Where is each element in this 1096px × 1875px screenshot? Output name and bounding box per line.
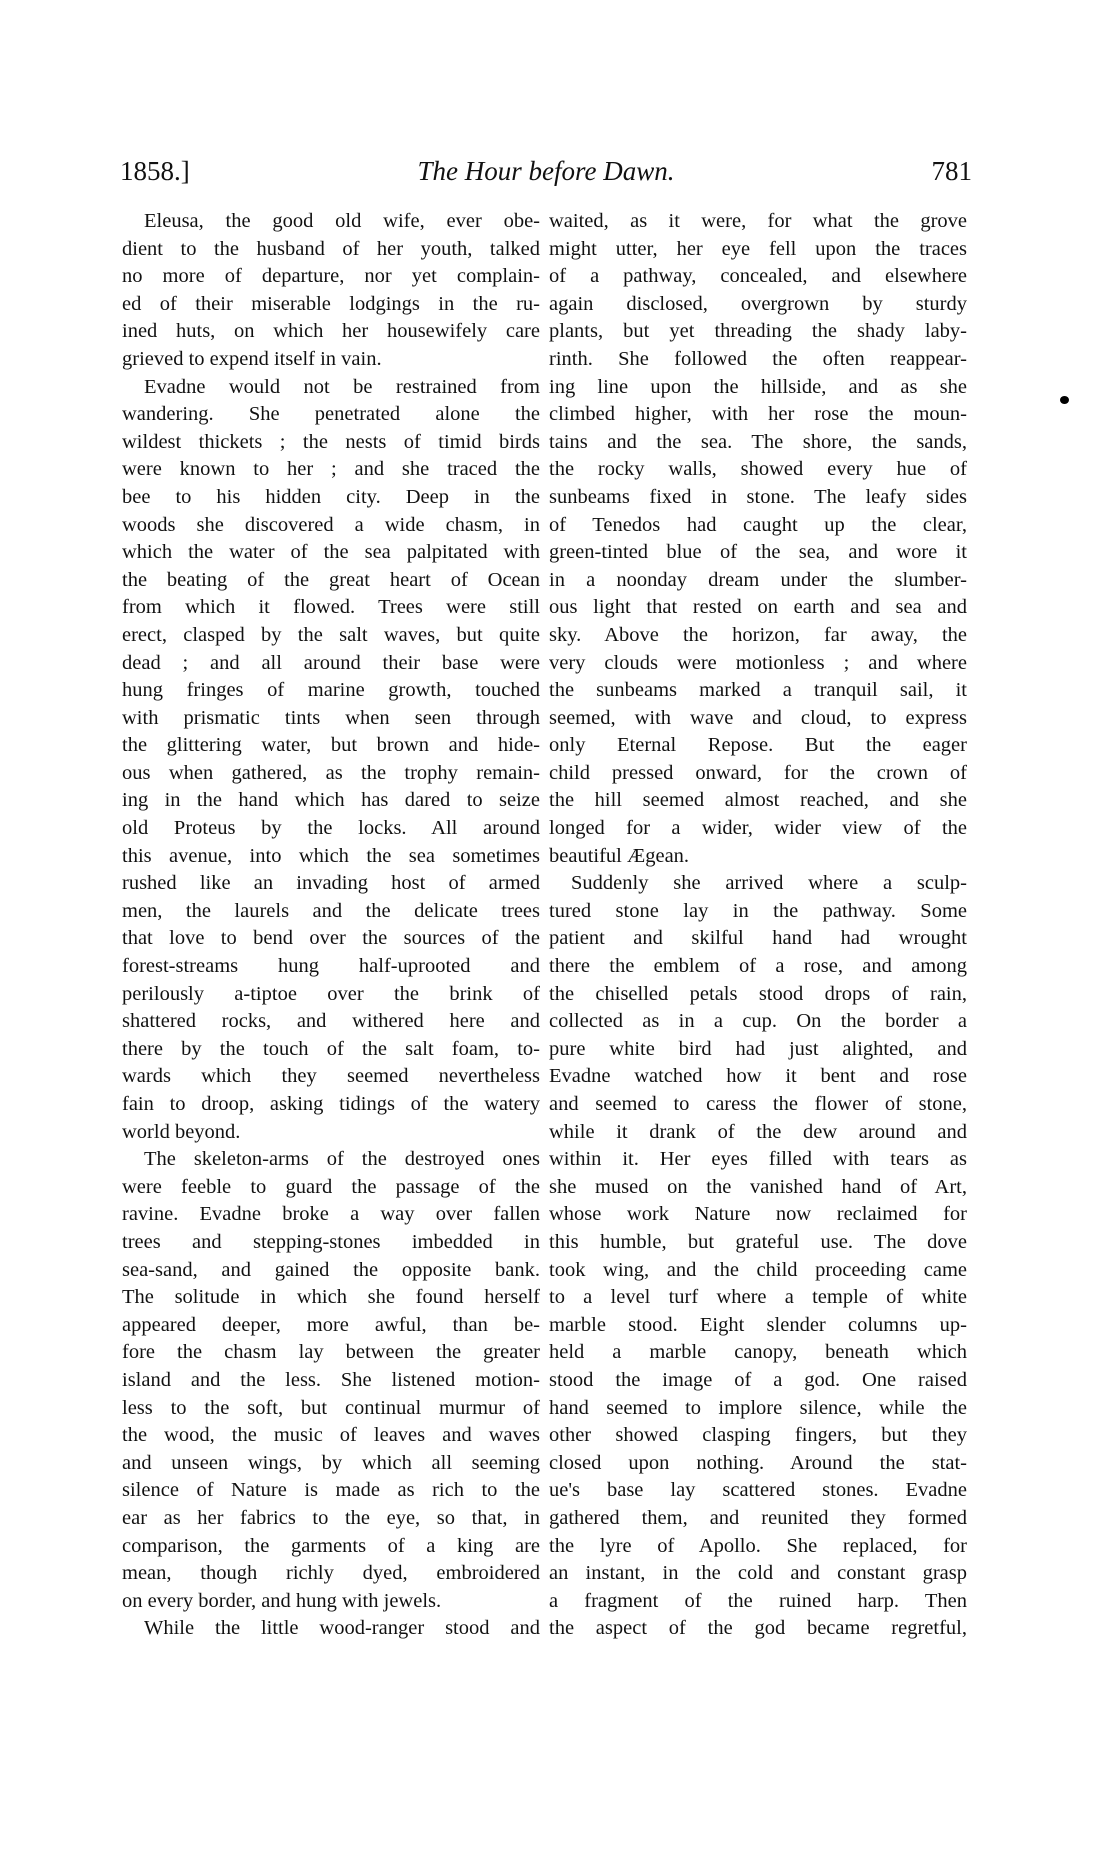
text-line: from which it flowed. Trees were still bbox=[122, 596, 540, 619]
text-line: tured stone lay in the pathway. Some bbox=[549, 899, 967, 922]
text-line: Eleusa, the good old wife, ever obe- bbox=[144, 210, 540, 232]
text-line: The skeleton-arms of the destroyed ones bbox=[144, 1148, 540, 1171]
text-line: other showed clasping fingers, but they bbox=[549, 1424, 967, 1447]
text-line: there the emblem of a rose, and among bbox=[549, 955, 967, 978]
text-line: rinth. She followed the often reappear- bbox=[549, 347, 967, 370]
text-line: the glittering water, but brown and hide- bbox=[122, 734, 540, 757]
text-line: less to the soft, but continual murmur of bbox=[122, 1396, 540, 1419]
text-line: stood the image of a god. One raised bbox=[549, 1368, 967, 1391]
text-line: longed for a wider, wider view of the bbox=[549, 817, 967, 840]
text-line: this humble, but grateful use. The dove bbox=[549, 1230, 967, 1253]
text-line: the chiselled petals stood drops of rain, bbox=[549, 982, 967, 1005]
text-line: sea-sand, and gained the opposite bank. bbox=[122, 1258, 540, 1281]
text-line: mean, though richly dyed, embroidered bbox=[122, 1562, 540, 1585]
text-column-right bbox=[549, 208, 967, 1643]
text-line: old Proteus by the locks. All around bbox=[122, 817, 540, 840]
text-line: while it drank of the dew around and bbox=[549, 1120, 967, 1143]
text-line: the beating of the great heart of Ocean bbox=[122, 568, 540, 591]
text-line: hand seemed to implore silence, while the bbox=[549, 1396, 967, 1419]
text-line: which the water of the sea palpitated with bbox=[122, 541, 540, 564]
text-line: wards which they seemed nevertheless bbox=[122, 1065, 540, 1088]
text-line: the hill seemed almost reached, and she bbox=[549, 789, 967, 812]
text-line: hung fringes of marine growth, touched bbox=[122, 679, 540, 702]
text-line: woods she discovered a wide chasm, in bbox=[122, 513, 540, 536]
text-line: within it. Her eyes filled with tears as bbox=[549, 1148, 967, 1171]
text-line: beautiful Ægean. bbox=[549, 844, 690, 867]
running-head-year: 1858.] bbox=[120, 156, 190, 186]
text-line: that love to bend over the sources of the bbox=[122, 927, 540, 950]
text-line: Suddenly she arrived where a sculp- bbox=[571, 872, 967, 895]
text-line: trees and stepping-stones imbedded in bbox=[122, 1230, 540, 1253]
text-line: fore the chasm lay between the greater bbox=[122, 1341, 540, 1364]
text-line: she mused on the vanished hand of Art, bbox=[549, 1175, 967, 1198]
text-line: might utter, her eye fell upon the traces bbox=[549, 237, 967, 260]
text-line: the rocky walls, showed every hue of bbox=[549, 458, 967, 481]
text-line: marble stood. Eight slender columns up- bbox=[549, 1313, 967, 1336]
text-line: Evadne would not be restrained from bbox=[144, 375, 540, 398]
text-line: collected as in a cup. On the border a bbox=[549, 1010, 967, 1033]
text-line: of Tenedos had caught up the clear, bbox=[549, 513, 967, 536]
text-line: a fragment of the ruined harp. Then bbox=[549, 1589, 967, 1612]
text-line: dead ; and all around their base were bbox=[122, 651, 540, 674]
text-line: The solitude in which she found herself bbox=[122, 1286, 540, 1309]
text-line: the lyre of Apollo. She replaced, for bbox=[549, 1534, 967, 1557]
text-line: ue's base lay scattered stones. Evadne bbox=[549, 1479, 967, 1502]
text-line: tains and the sea. The shore, the sands, bbox=[549, 430, 967, 453]
text-line: the sunbeams marked a tranquil sail, it bbox=[549, 679, 967, 702]
text-line: pure white bird had just alighted, and bbox=[549, 1037, 967, 1060]
margin-speck bbox=[1060, 396, 1069, 404]
running-head-title: The Hour before Dawn. bbox=[417, 156, 675, 186]
text-line: whose work Nature now reclaimed for bbox=[549, 1203, 967, 1226]
text-line: dient to the husband of her youth, talked bbox=[122, 237, 540, 260]
text-line: perilously a-tiptoe over the brink of bbox=[122, 982, 540, 1005]
text-line: waited, as it were, for what the grove bbox=[549, 210, 967, 232]
text-line: the wood, the music of leaves and waves bbox=[122, 1424, 540, 1447]
running-head bbox=[120, 156, 972, 196]
text-column-left bbox=[122, 208, 540, 1643]
text-line: men, the laurels and the delicate trees bbox=[122, 899, 540, 922]
text-line: sunbeams fixed in stone. The leafy sides bbox=[549, 485, 967, 508]
text-line: ined huts, on which her housewifely care bbox=[122, 320, 540, 343]
text-line: ravine. Evadne broke a way over fallen bbox=[122, 1203, 540, 1226]
text-line: world beyond. bbox=[122, 1120, 241, 1143]
text-line: island and the less. She listened motion- bbox=[122, 1368, 540, 1391]
text-line: silence of Nature is made as rich to the bbox=[122, 1479, 540, 1502]
text-line: green-tinted blue of the sea, and wore it bbox=[549, 541, 967, 564]
text-line: Evadne watched how it bent and rose bbox=[549, 1065, 967, 1088]
text-line: grieved to expend itself in vain. bbox=[122, 347, 382, 370]
text-line: erect, clasped by the salt waves, but quite bbox=[122, 623, 540, 646]
text-line: there by the touch of the salt foam, to- bbox=[122, 1037, 540, 1060]
text-line: were feeble to guard the passage of the bbox=[122, 1175, 540, 1198]
text-line: ear as her fabrics to the eye, so that, in bbox=[122, 1506, 540, 1529]
text-line: closed upon nothing. Around the stat- bbox=[549, 1451, 967, 1474]
text-line: climbed higher, with her rose the moun- bbox=[549, 403, 967, 426]
text-line: with prismatic tints when seen through bbox=[122, 706, 540, 729]
text-line: ing line upon the hillside, and as she bbox=[549, 375, 967, 398]
text-line: the aspect of the god became regretful, bbox=[549, 1617, 967, 1640]
text-line: again disclosed, overgrown by sturdy bbox=[549, 292, 967, 315]
text-line: bee to his hidden city. Deep in the bbox=[122, 485, 540, 508]
text-line: this avenue, into which the sea sometimes bbox=[122, 844, 540, 867]
text-line: and seemed to caress the flower of stone, bbox=[549, 1093, 967, 1115]
text-line: wandering. She penetrated alone the bbox=[122, 403, 540, 426]
text-line: of a pathway, concealed, and elsewhere bbox=[549, 265, 967, 288]
text-line: gathered them, and reunited they formed bbox=[549, 1506, 967, 1529]
text-line: ed of their miserable lodgings in the ru- bbox=[122, 292, 540, 315]
text-line: shattered rocks, and withered here and bbox=[122, 1010, 540, 1033]
text-line: in a noonday dream under the slumber- bbox=[549, 568, 967, 591]
text-line: ing in the hand which has dared to seize bbox=[122, 789, 540, 812]
text-line: and unseen wings, by which all seeming bbox=[122, 1451, 540, 1474]
text-line: an instant, in the cold and constant grasp bbox=[549, 1562, 967, 1585]
text-line: held a marble canopy, beneath which bbox=[549, 1341, 967, 1364]
text-line: only Eternal Repose. But the eager bbox=[549, 734, 967, 757]
text-line: took wing, and the child proceeding came bbox=[549, 1258, 967, 1281]
text-line: wildest thickets ; the nests of timid birds bbox=[122, 430, 540, 453]
page-number: 781 bbox=[931, 156, 972, 186]
text-line: ous when gathered, as the trophy remain- bbox=[122, 761, 540, 784]
text-line: sky. Above the horizon, far away, the bbox=[549, 623, 967, 646]
text-line: child pressed onward, for the crown of bbox=[549, 761, 967, 784]
text-line: fain to droop, asking tidings of the watery bbox=[122, 1093, 540, 1115]
text-line: very clouds were motionless ; and where bbox=[549, 651, 967, 674]
text-line: forest-streams hung half-uprooted and bbox=[122, 955, 540, 978]
text-line: rushed like an invading host of armed bbox=[122, 872, 540, 895]
text-line: no more of departure, nor yet complain- bbox=[122, 265, 540, 288]
text-line: seemed, with wave and cloud, to express bbox=[549, 706, 967, 729]
text-line: were known to her ; and she traced the bbox=[122, 458, 540, 481]
text-line: While the little wood-ranger stood and bbox=[144, 1617, 540, 1640]
text-line: ous light that rested on earth and sea and bbox=[549, 596, 967, 619]
text-line: to a level turf where a temple of white bbox=[549, 1286, 967, 1309]
text-line: appeared deeper, more awful, than be- bbox=[122, 1313, 540, 1336]
text-line: on every border, and hung with jewels. bbox=[122, 1589, 442, 1612]
text-line: comparison, the garments of a king are bbox=[122, 1534, 540, 1557]
text-line: patient and skilful hand had wrought bbox=[549, 927, 967, 950]
text-line: plants, but yet threading the shady laby- bbox=[549, 320, 967, 343]
